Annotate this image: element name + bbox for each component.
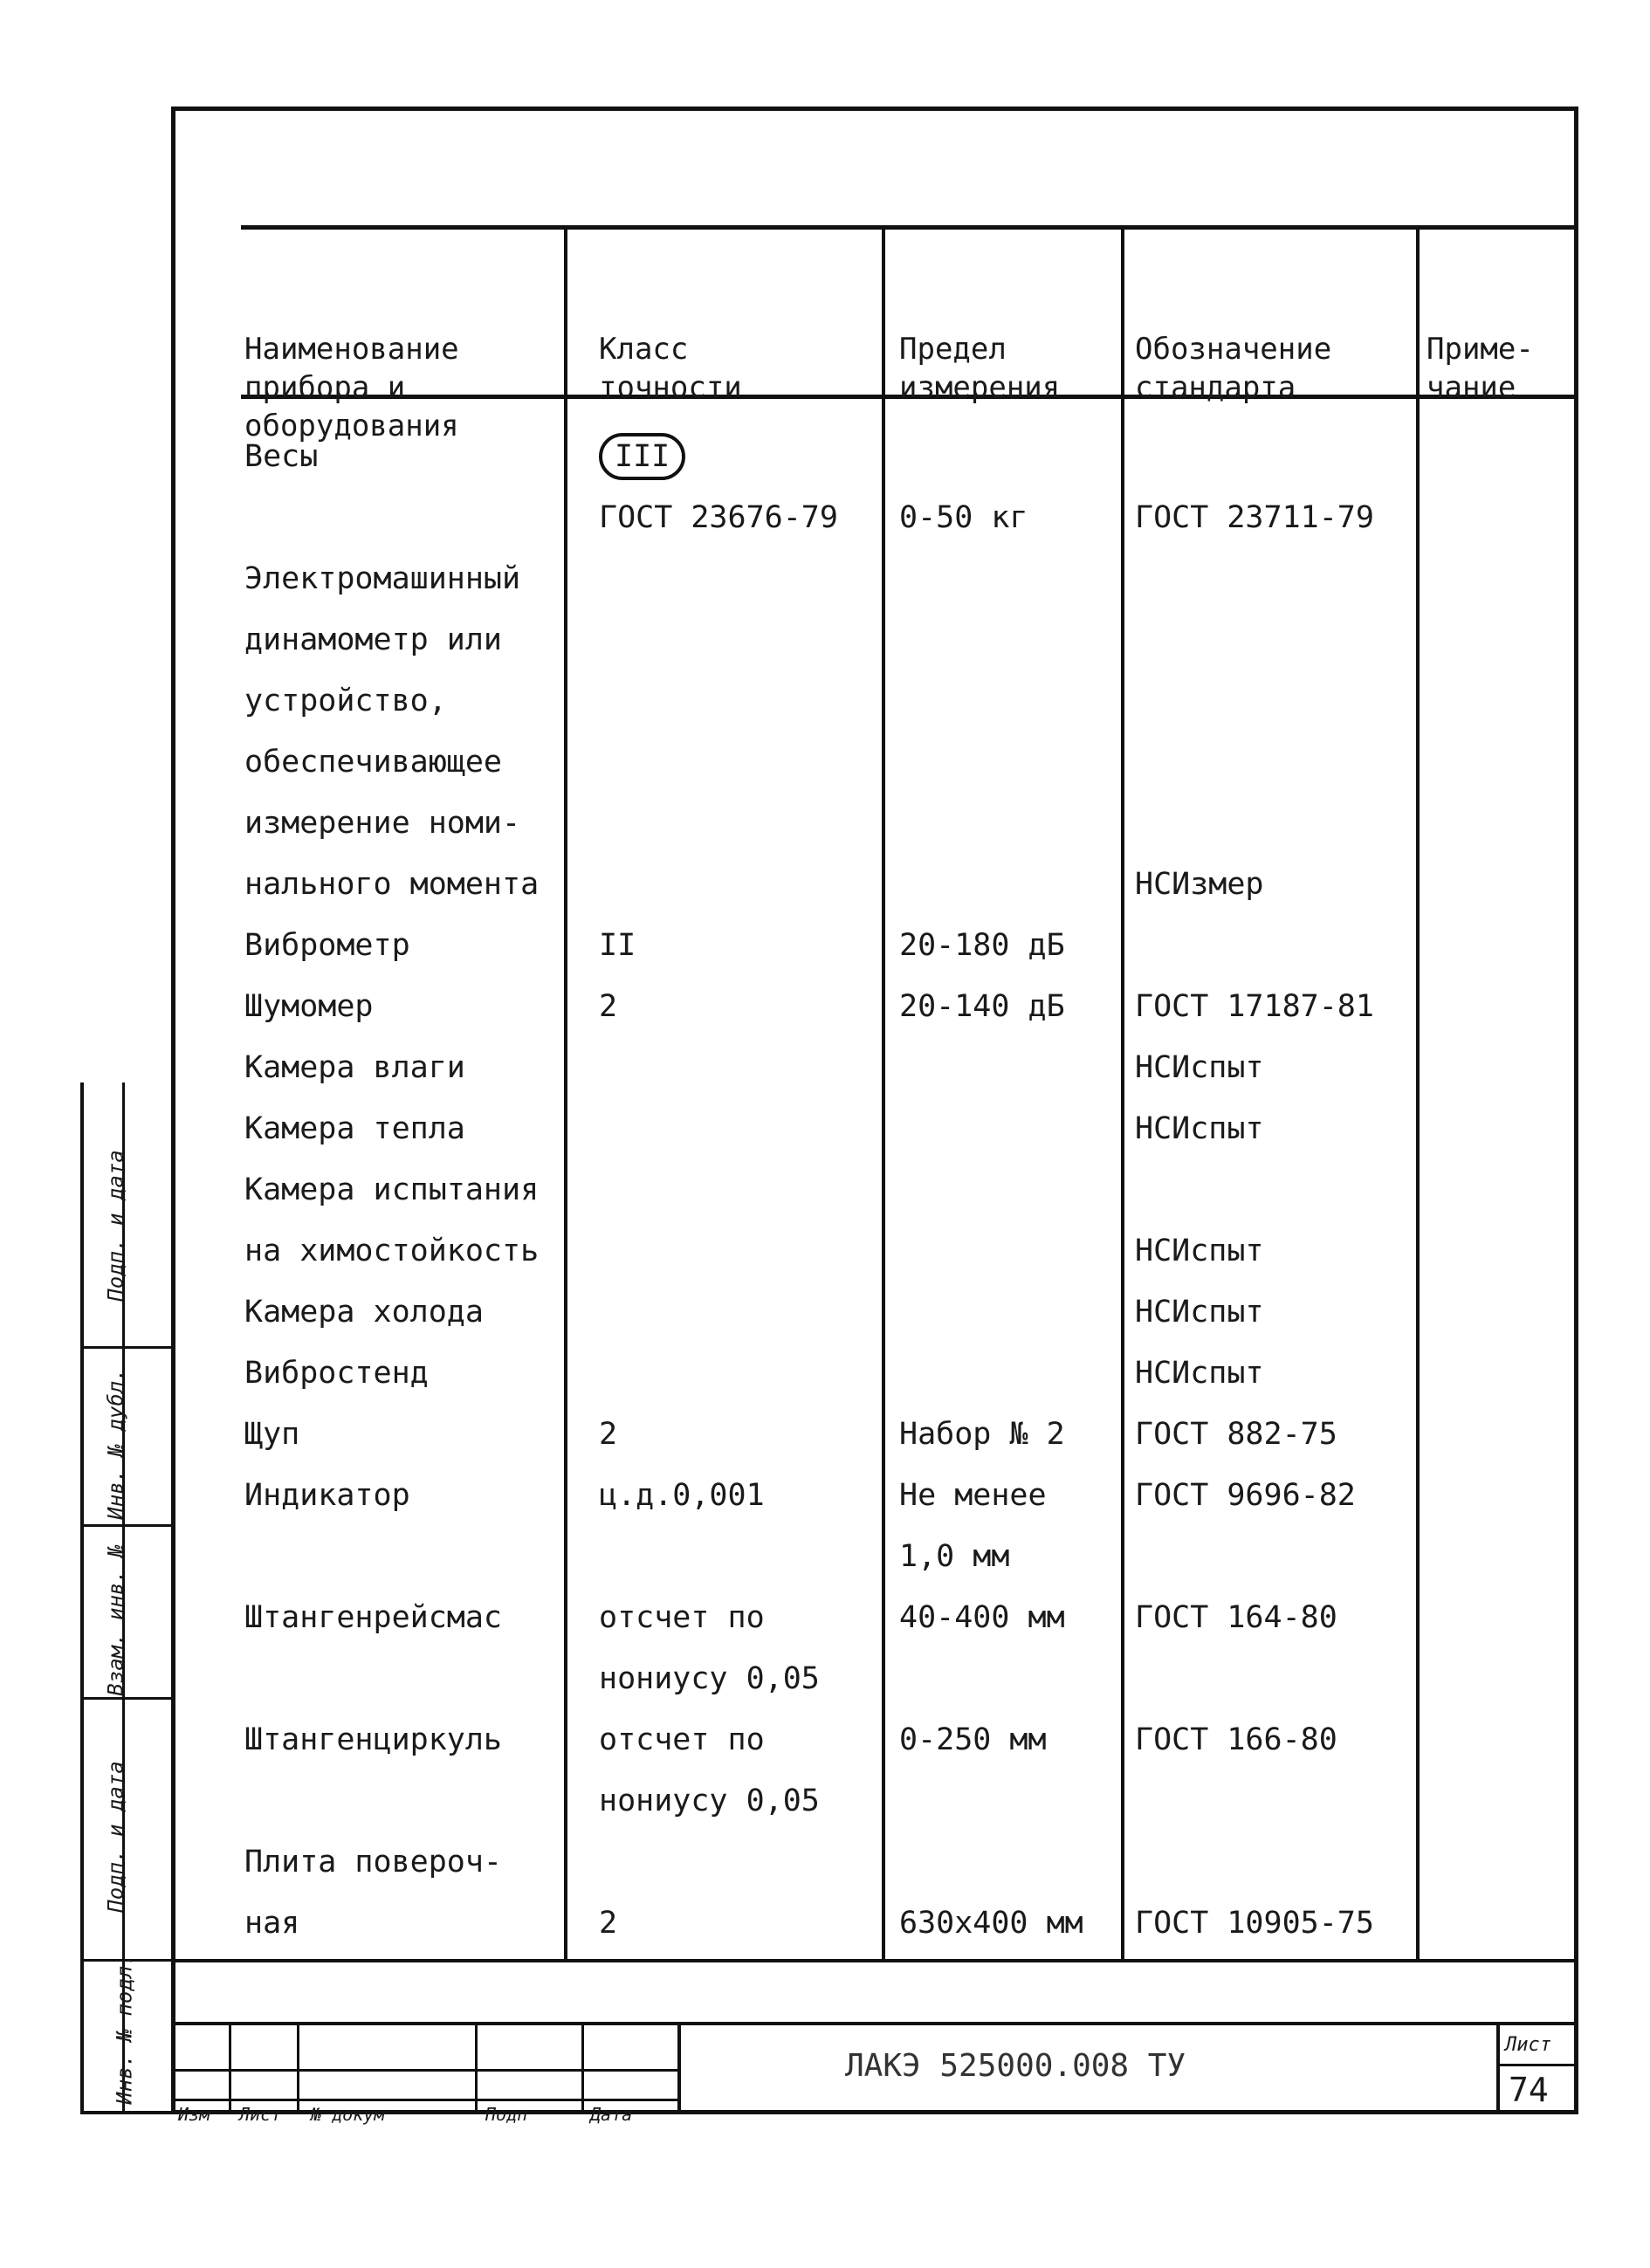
title-block-col-4 <box>581 2022 584 2114</box>
side-stamp-bottom <box>80 2111 171 2114</box>
side-stamp-sep-3 <box>80 1697 171 1700</box>
col-sep-3 <box>1121 225 1124 1959</box>
cell-class: отсчет по <box>599 1722 765 1757</box>
header-name: Наименование прибора и оборудования <box>244 332 459 443</box>
title-col-izm: Изм <box>178 2104 210 2125</box>
col-sep-2 <box>882 225 885 1959</box>
side-stamp-sep-2 <box>80 1524 171 1527</box>
title-block-row-1 <box>171 2069 677 2072</box>
cell-standard: ГОСТ 23711-79 <box>1135 500 1374 535</box>
side-stamp-sep-1 <box>80 1346 171 1349</box>
cell-name: Щуп <box>244 1417 300 1452</box>
cell-class: ГОСТ 23676-79 <box>599 500 838 535</box>
cell-name: Штангенциркуль <box>244 1722 503 1757</box>
cell-name: Весы <box>244 439 319 474</box>
cell-standard: ГОСТ 882-75 <box>1135 1417 1337 1452</box>
cell-range: 0-250 мм <box>899 1722 1047 1757</box>
side-stamp-podp-data-2: Подп. и дата <box>103 1150 128 1302</box>
side-stamp-podp-data-1: Подп. и дата <box>103 1761 128 1913</box>
cell-name: измерение номи- <box>244 806 521 841</box>
cell-standard: НСИзмер <box>1135 867 1264 902</box>
cell-name: динамометр или <box>244 622 503 657</box>
cell-standard: ГОСТ 10905-75 <box>1135 1906 1374 1941</box>
cell-class: 2 <box>599 989 618 1024</box>
cell-class: III <box>599 433 685 480</box>
cell-standard: НСИспыт <box>1135 1356 1264 1391</box>
cell-standard: ГОСТ 166-80 <box>1135 1722 1337 1757</box>
cell-name: Штангенрейсмас <box>244 1600 503 1635</box>
cell-range: 630x400 мм <box>899 1906 1083 1941</box>
cell-name: Плита повероч- <box>244 1845 503 1880</box>
cell-class: ц.д.0,001 <box>599 1478 765 1513</box>
header-range: Предел измерения <box>899 332 1061 405</box>
title-block-row-2 <box>171 2099 677 2101</box>
title-block-col-3 <box>475 2022 478 2114</box>
title-block-top-rule <box>171 2022 1578 2025</box>
cell-standard: ГОСТ 164-80 <box>1135 1600 1337 1635</box>
cell-standard: НСИспыт <box>1135 1295 1264 1330</box>
cell-standard: НСИспыт <box>1135 1050 1264 1085</box>
table-bottom-rule <box>171 1959 1578 1962</box>
cell-class: отсчет по <box>599 1600 765 1635</box>
cell-range: Не менее <box>899 1478 1047 1513</box>
cell-class: 2 <box>599 1417 618 1452</box>
side-stamp-inv-podl: Инв. № подл. <box>112 1953 137 2105</box>
cell-name: Шумомер <box>244 989 374 1024</box>
title-block-sheet-rule <box>1496 2064 1578 2066</box>
cell-range: Набор № 2 <box>899 1417 1065 1452</box>
cell-class: нониусу 0,05 <box>599 1661 820 1696</box>
cell-name: Камера холода <box>244 1295 484 1330</box>
page-number: 74 <box>1509 2071 1549 2109</box>
cell-name: нального момента <box>244 867 540 902</box>
side-stamp-vzam-inv: Взам. инв. № <box>103 1544 128 1696</box>
title-block-sheet-col <box>1496 2022 1500 2114</box>
sheet-label: Лист <box>1505 2034 1551 2056</box>
side-stamp-inv-dubl: Инв. № дубл. <box>103 1368 128 1520</box>
cell-range: 1,0 мм <box>899 1539 1010 1574</box>
cell-range: 20-140 дБ <box>899 989 1065 1024</box>
cell-name: ная <box>244 1906 300 1941</box>
cell-name: Индикатор <box>244 1478 410 1513</box>
cell-name: Вибростенд <box>244 1356 429 1391</box>
cell-standard: ГОСТ 17187-81 <box>1135 989 1374 1024</box>
title-col-doc: № докум <box>311 2104 385 2125</box>
title-block-col-2 <box>297 2022 299 2114</box>
cell-name: на химостойкость <box>244 1234 540 1268</box>
header-class: Класс точности <box>599 332 742 405</box>
cell-class: нониусу 0,05 <box>599 1783 820 1818</box>
cell-range: 0-50 кг <box>899 500 1028 535</box>
title-col-sign: Подп <box>485 2104 528 2125</box>
title-col-date: Дата <box>590 2104 633 2125</box>
cell-name: устройство, <box>244 684 447 718</box>
header-note: Приме- чание <box>1427 332 1534 405</box>
cell-standard: НСИспыт <box>1135 1234 1264 1268</box>
cell-name: Камера испытания <box>244 1172 540 1207</box>
title-block-col-5 <box>677 2022 681 2114</box>
cell-name: Электромашинный <box>244 561 521 596</box>
cell-standard: ГОСТ 9696-82 <box>1135 1478 1356 1513</box>
cell-name: Виброметр <box>244 928 410 963</box>
cell-class: 2 <box>599 1906 618 1941</box>
cell-standard: НСИспыт <box>1135 1111 1264 1146</box>
cell-class: II <box>599 928 636 963</box>
document-code: ЛАКЭ 525000.008 ТУ <box>845 2048 1186 2084</box>
header-standard: Обозначение стандарта <box>1135 332 1332 405</box>
col-sep-1 <box>564 225 567 1959</box>
table-top-rule <box>241 225 1578 230</box>
cell-name: Камера тепла <box>244 1111 465 1146</box>
col-sep-4 <box>1416 225 1420 1959</box>
title-block-col-1 <box>229 2022 231 2114</box>
cell-range: 20-180 дБ <box>899 928 1065 963</box>
cell-name: обеспечивающее <box>244 745 503 780</box>
title-col-list: Лист <box>239 2104 282 2125</box>
cell-range: 40-400 мм <box>899 1600 1065 1635</box>
cell-name: Камера влаги <box>244 1050 465 1085</box>
